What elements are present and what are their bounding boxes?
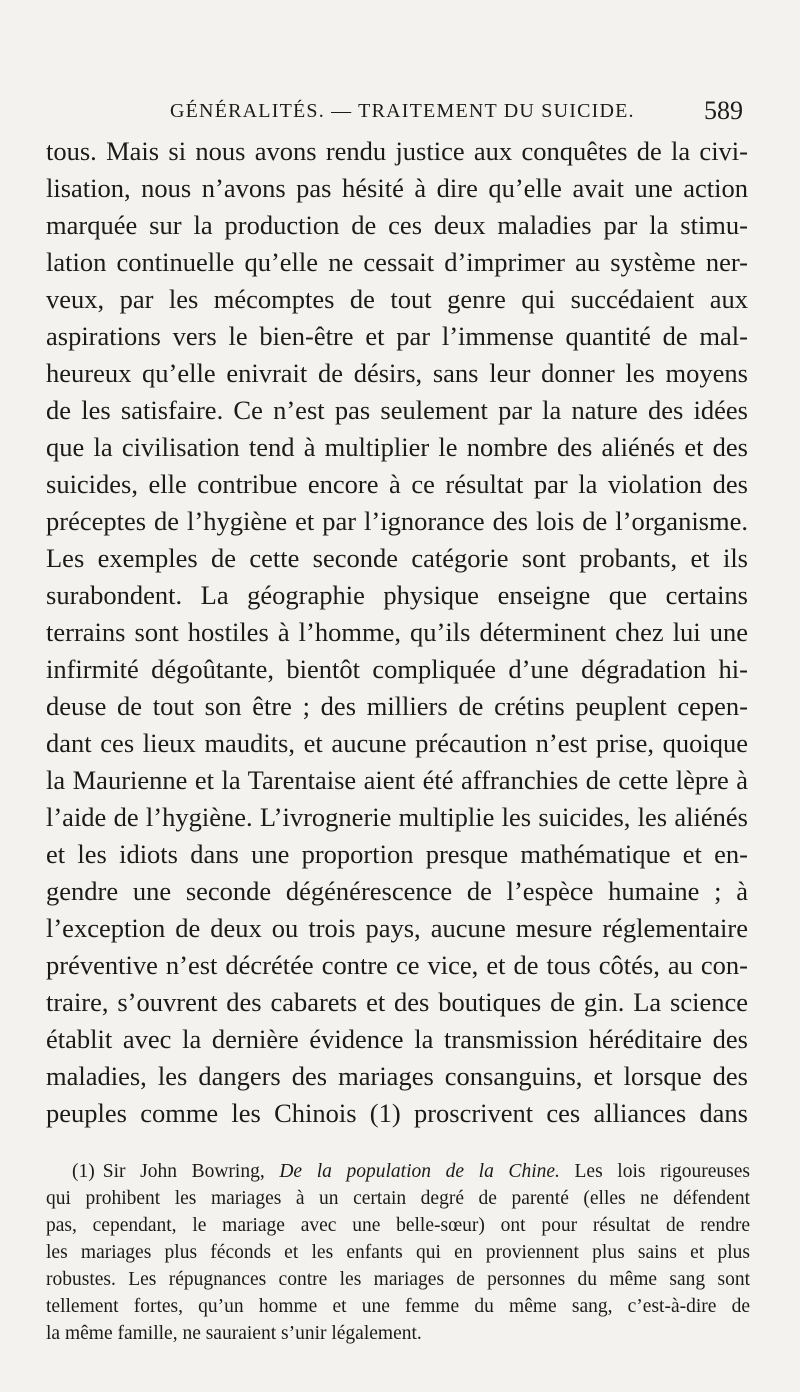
text-line: terrains sont hostiles à l’homme, qu’ils déterminent chez lui une xyxy=(46,617,748,647)
text-line: de les satisfaire. Ce n’est pas seulement par la nature des idées xyxy=(46,395,748,425)
footnote-text: Les lois rigoureuses xyxy=(574,1161,750,1182)
footnote-line: qui prohibent les mariages à un certain degré de parenté (elles ne défendent xyxy=(46,1188,750,1209)
text-line: traire, s’ouvrent des cabarets et des boutiques de gin. La science xyxy=(46,987,748,1017)
text-line: deuse de tout son être ; des milliers de crétins peuplent cepen- xyxy=(46,691,748,721)
footnote-line: pas, cependant, le mariage avec une belle-sœur) ont pour résultat de rendre xyxy=(46,1215,750,1236)
text-line: préventive n’est décrétée contre ce vice, et de tous côtés, au con- xyxy=(46,950,748,980)
footnote-line: tellement fortes, qu’un homme et une femme du même sang, c’est-à-dire de xyxy=(46,1296,750,1317)
footnote-marker: (1) xyxy=(72,1161,95,1182)
text-line: maladies, les dangers des mariages consanguins, et lorsque des xyxy=(46,1061,748,1091)
body-text xyxy=(46,133,748,1132)
footnote-line: la même famille, ne sauraient s’unir légalement. xyxy=(46,1323,422,1344)
text-line: veux, par les mécomptes de tout genre qui succédaient aux xyxy=(46,284,748,314)
footnote-title: De la population de la Chine. xyxy=(279,1161,560,1182)
text-line: tous. Mais si nous avons rendu justice aux conquêtes de la civi- xyxy=(46,136,748,166)
text-line: lation continuelle qu’elle ne cessait d’imprimer au système ner- xyxy=(46,247,748,277)
text-line: l’aide de l’hygiène. L’ivrognerie multiplie les suicides, les aliénés xyxy=(46,802,748,832)
page-number: 589 xyxy=(704,96,743,125)
footnote-line xyxy=(46,1158,750,1185)
text-line: heureux qu’elle enivrait de désirs, sans leur donner les moyens xyxy=(46,358,748,388)
text-line: dant ces lieux maudits, et aucune précaution n’est prise, quoique xyxy=(46,728,748,758)
running-title: GÉNÉRALITÉS. — TRAITEMENT DU SUICIDE. xyxy=(170,100,635,122)
text-line: établit avec la dernière évidence la transmission héréditaire des xyxy=(46,1024,748,1054)
text-line: la Maurienne et la Tarentaise aient été affranchies de cette lèpre à xyxy=(46,765,748,795)
text-line: surabondent. La géographie physique enseigne que certains xyxy=(46,580,748,610)
text-line: et les idiots dans une proportion presque mathématique et en- xyxy=(46,839,748,869)
text-line: lisation, nous n’avons pas hésité à dire qu’elle avait une action xyxy=(46,173,748,203)
text-line: suicides, elle contribue encore à ce résultat par la violation des xyxy=(46,469,748,499)
footnote xyxy=(46,1158,750,1347)
text-line: que la civilisation tend à multiplier le nombre des aliénés et des xyxy=(46,432,748,462)
footnote-line: robustes. Les répugnances contre les mariages de personnes du même sang sont xyxy=(46,1269,750,1290)
text-line: gendre une seconde dégénérescence de l’espèce humaine ; à xyxy=(46,876,748,906)
footnote-line: les mariages plus féconds et les enfants qui en proviennent plus sains et plus xyxy=(46,1242,750,1263)
text-line: marquée sur la production de ces deux maladies par la stimu- xyxy=(46,210,748,240)
text-line: peuples comme les Chinois (1) proscrivent ces alliances dans xyxy=(46,1098,748,1128)
text-line: préceptes de l’hygiène et par l’ignorance des lois de l’organisme. xyxy=(46,506,748,536)
text-line: Les exemples de cette seconde catégorie sont probants, et ils xyxy=(46,543,748,573)
text-line: aspirations vers le bien-être et par l’immense quantité de mal- xyxy=(46,321,748,351)
footnote-author: Sir John Bowring, xyxy=(102,1161,265,1182)
text-line: infirmité dégoûtante, bientôt compliquée d’une dégradation hi- xyxy=(46,654,748,684)
text-line: l’exception de deux ou trois pays, aucune mesure réglementaire xyxy=(46,913,748,943)
